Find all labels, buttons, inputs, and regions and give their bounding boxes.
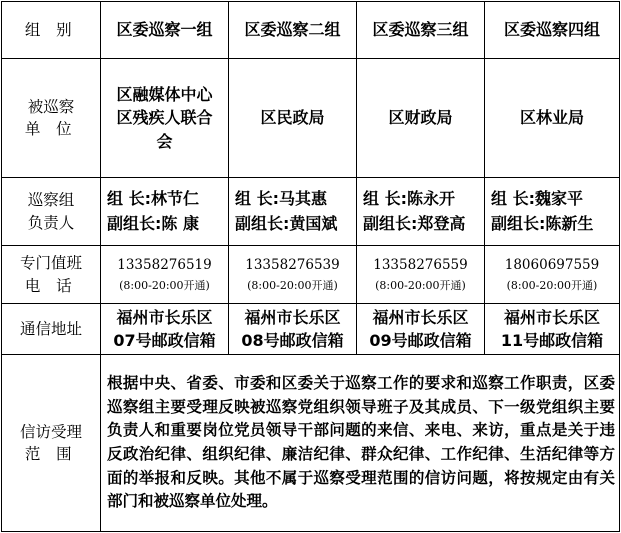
scope-text: 根据中央、省委、市委和区委关于巡察工作的要求和巡察工作职责，区委巡察组主要受理反映被巡察党组织领导班子及其成员、下一级党组织主要负责人和重要岗位党员领导干部问题的来信、来电、来访，重点是关于违反政治纪律、组织纪律、廉洁纪律、群众纪律、工作纪律、生活纪律等方面的举报和反映。其他不属于巡察受理范围的信访问题，将按规定由有关部门和被巡察单位处理。 — [101, 355, 620, 532]
label-unit — [2, 59, 101, 178]
inspected-unit: 区林业局 — [485, 59, 620, 178]
inspected-unit: 区民政局 — [229, 59, 357, 178]
inspected-unit: 区财政局 — [357, 59, 485, 178]
address-cell — [101, 304, 229, 355]
group-name: 区委巡察一组 — [101, 2, 229, 59]
group-name: 区委巡察二组 — [229, 2, 357, 59]
address-line: 福州市长乐区 — [503, 307, 600, 327]
row-phone — [2, 246, 620, 304]
address-line: 福州市长乐区 — [244, 307, 341, 327]
phone-number: 13358276559 — [373, 256, 468, 273]
mailbox-line: 07号邮政信箱 — [113, 331, 216, 350]
group-leader: 组 长:魏家平 — [491, 188, 583, 208]
phone-hours: (8:00-20:00开通) — [247, 278, 338, 292]
label-group: 组 别 — [2, 2, 101, 59]
unit-line: 区融媒体中心 — [116, 85, 213, 105]
phone-cell — [229, 246, 357, 304]
label-leader — [2, 178, 101, 246]
row-group — [2, 2, 620, 59]
deputy-leader: 副组长:郑登高 — [363, 213, 466, 233]
label-phone-line2: 电 话 — [24, 276, 78, 295]
address-line: 福州市长乐区 — [116, 307, 213, 327]
leaders-cell — [101, 178, 229, 246]
phone-cell — [101, 246, 229, 304]
row-unit — [2, 59, 620, 178]
mailbox-line: 11号邮政信箱 — [500, 331, 604, 350]
address-cell — [357, 304, 485, 355]
label-leader-line1: 巡察组 — [27, 191, 75, 210]
phone-hours: (8:00-20:00开通) — [375, 278, 466, 292]
phone-cell — [357, 246, 485, 304]
phone-number: 13358276539 — [245, 256, 340, 273]
row-leader — [2, 178, 620, 246]
group-leader: 组 长:林节仁 — [107, 188, 199, 208]
label-scope — [2, 355, 101, 532]
label-phone — [2, 246, 101, 304]
label-address: 通信地址 — [2, 304, 101, 355]
leaders-cell — [485, 178, 620, 246]
group-name: 区委巡察四组 — [485, 2, 620, 59]
address-cell — [485, 304, 620, 355]
label-phone-line1: 专门值班 — [19, 254, 82, 273]
leaders-cell — [357, 178, 485, 246]
phone-hours: (8:00-20:00开通) — [119, 278, 210, 292]
row-address — [2, 304, 620, 355]
group-name: 区委巡察三组 — [357, 2, 485, 59]
deputy-leader: 副组长:陈 康 — [107, 213, 199, 233]
label-unit-line1: 被巡察 — [27, 97, 75, 116]
inspection-table — [1, 1, 620, 532]
label-leader-line2: 负责人 — [27, 213, 75, 232]
leaders-cell — [229, 178, 357, 246]
phone-number: 13358276519 — [117, 256, 212, 273]
address-line: 福州市长乐区 — [372, 307, 469, 327]
group-leader: 组 长:马其惠 — [235, 188, 327, 208]
row-scope — [2, 355, 620, 532]
phone-hours: (8:00-20:00开通) — [506, 278, 598, 292]
label-unit-line2: 单 位 — [24, 120, 78, 138]
address-cell — [229, 304, 357, 355]
deputy-leader: 副组长:陈新生 — [491, 213, 594, 233]
mailbox-line: 09号邮政信箱 — [369, 331, 472, 350]
deputy-leader: 副组长:黄国斌 — [235, 213, 338, 233]
label-scope-line1: 信访受理 — [19, 422, 82, 441]
phone-number: 18060697559 — [504, 256, 600, 273]
inspected-unit — [101, 59, 229, 178]
group-leader: 组 长:陈永开 — [363, 188, 455, 208]
phone-cell — [485, 246, 620, 304]
label-scope-line2: 范 围 — [24, 445, 78, 463]
unit-line: 区残疾人联合 — [116, 108, 213, 128]
unit-line: 会 — [156, 131, 173, 151]
mailbox-line: 08号邮政信箱 — [241, 331, 344, 350]
